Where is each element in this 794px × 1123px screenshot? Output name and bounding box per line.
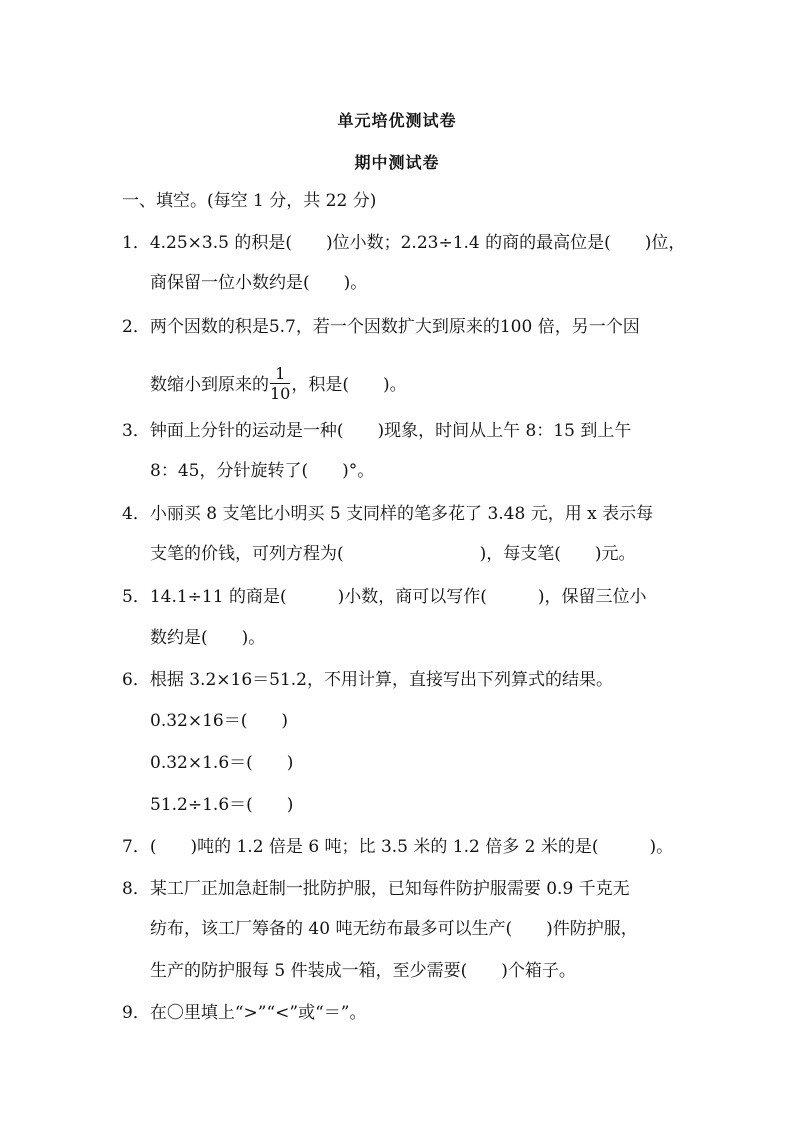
question-8-line-2: 纺布，该工厂筹备的 40 吨无纺布最多可以生产( )件防护服， xyxy=(150,919,638,939)
question-8-line-3: 生产的防护服每 5 件装成一箱，至少需要( )个箱子。 xyxy=(150,961,576,981)
question-6-line-1: 6．根据 3.2×16＝51.2，不用计算，直接写出下列算式的结果。 xyxy=(122,670,613,690)
question-4-line-2: 支笔的价钱，可列方程为( )，每支笔( )元。 xyxy=(150,544,636,564)
question-2-text-before: 数缩小到原来的 xyxy=(150,375,269,395)
page-subtitle: 期中测试卷 xyxy=(354,153,440,172)
question-7-line-1: 7．( )吨的 1.2 倍是 6 吨；比 3.5 米的 1.2 倍多 2 米的是( )。 xyxy=(122,837,674,857)
fraction-one-tenth xyxy=(270,364,290,403)
question-8-line-1: 8．某工厂正加急赶制一批防护服，已知每件防护服需要 0.9 千克无 xyxy=(122,879,630,899)
question-2-line-1: 2．两个因数的积是5.7，若一个因数扩大到原来的100 倍，另一个因 xyxy=(122,317,640,337)
question-2-text-after: ，积是( )。 xyxy=(291,375,407,395)
question-6-item-c: 51.2÷1.6＝( ) xyxy=(150,795,294,815)
fraction-denominator: 10 xyxy=(270,384,291,403)
fraction-numerator: 1 xyxy=(270,364,290,384)
question-9-line-1: 9．在〇里填上“>”“<”或“＝”。 xyxy=(122,1003,367,1023)
question-6-item-b: 0.32×1.6＝( ) xyxy=(150,753,294,773)
question-1-line-2: 商保留一位小数约是( )。 xyxy=(150,273,368,293)
page-title: 单元培优测试卷 xyxy=(337,111,457,130)
question-3-line-2: 8：45，分针旋转了( )°。 xyxy=(150,461,375,481)
question-4-line-1: 4．小丽买 8 支笔比小明买 5 支同样的笔多花了 3.48 元，用 x 表示每 xyxy=(122,504,654,524)
question-5-line-1: 5．14.1÷11 的商是( )小数，商可以写作( )，保留三位小 xyxy=(122,587,647,607)
question-1-line-1: 1．4.25×3.5 的积是( )位小数；2.23÷1.4 的商的最高位是( )位， xyxy=(122,233,686,253)
question-3-line-1: 3．钟面上分针的运动是一种( )现象，时间从上午 8：15 到上午 xyxy=(122,421,632,441)
question-2-line-2 xyxy=(150,366,407,405)
question-6-item-a: 0.32×16＝( ) xyxy=(150,711,288,731)
question-5-line-2: 数约是( )。 xyxy=(150,628,266,648)
section-heading: 一、填空。(每空 1 分，共 22 分) xyxy=(122,191,377,211)
